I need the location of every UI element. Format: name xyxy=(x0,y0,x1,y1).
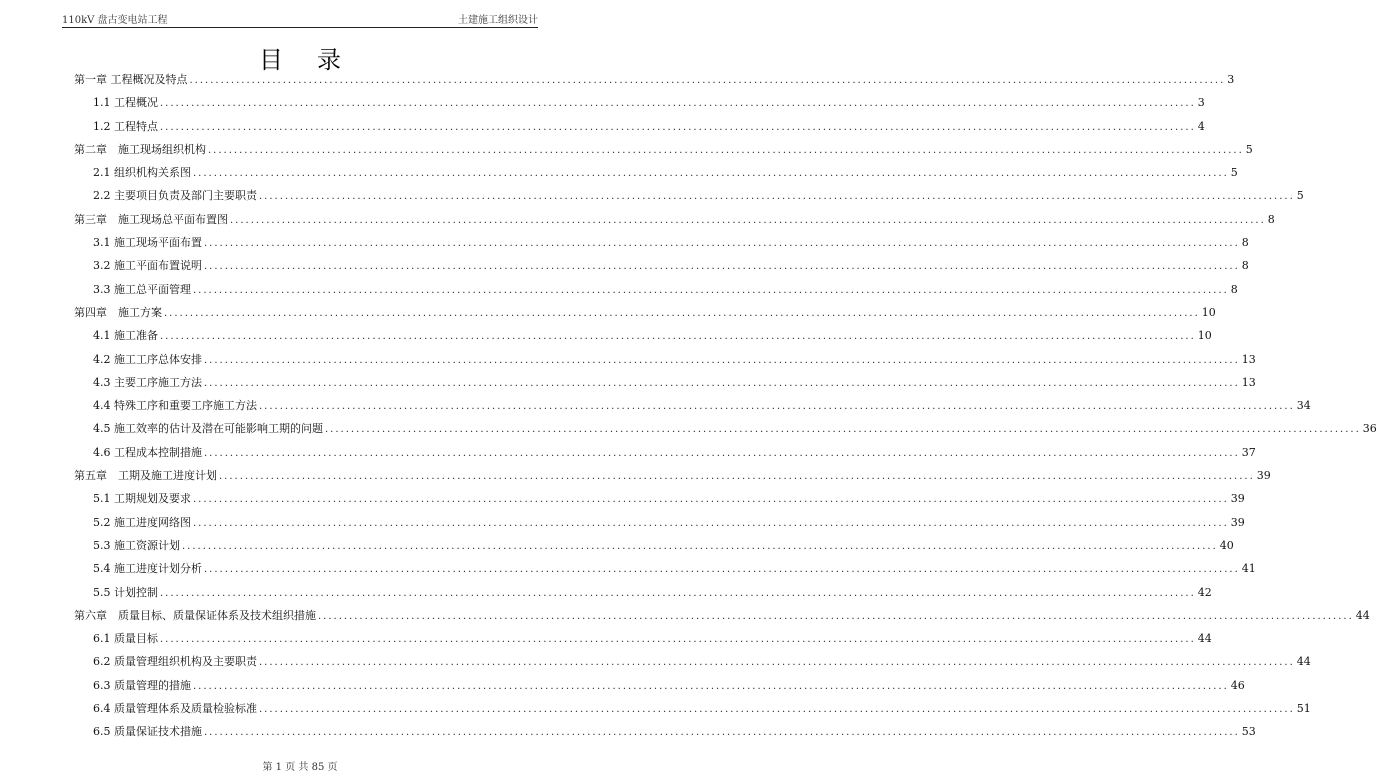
toc-entry-page-number: 34 xyxy=(1296,399,1311,413)
toc-entry-label: 5.2 施工进度网络图 xyxy=(93,515,191,529)
toc-entry-page-number: 40 xyxy=(1219,538,1234,552)
toc-entry-page-number: 44 xyxy=(1197,632,1212,646)
toc-entry-page-number: 5 xyxy=(1296,189,1304,203)
toc-dot-leader: ........................................................................................................................................................................................................ xyxy=(230,214,1266,226)
toc-chapter-entry[interactable] xyxy=(74,208,1275,231)
toc-entry-label: 6.2 质量管理组织机构及主要职责 xyxy=(93,655,257,669)
toc-dot-leader: ........................................................................................................................................................................................................ xyxy=(160,634,1196,646)
header-project-name: 110kV 盘古变电站工程 xyxy=(62,15,168,26)
toc-entry-page-number: 10 xyxy=(1197,329,1212,343)
toc-entry-label: 1.2 工程特点 xyxy=(93,119,158,133)
toc-section-entry[interactable] xyxy=(74,278,1238,301)
toc-entry-page-number: 13 xyxy=(1241,375,1256,389)
toc-entry-page-number: 8 xyxy=(1267,212,1275,226)
toc-dot-leader: ........................................................................................................................................................................................................ xyxy=(160,121,1196,133)
toc-entry-label: 第四章 施工方案 xyxy=(74,305,162,319)
toc-entry-label: 5.5 计划控制 xyxy=(93,585,158,599)
toc-entry-page-number: 13 xyxy=(1241,352,1256,366)
header-document-type: 土建施工组织设计 xyxy=(458,15,538,26)
toc-dot-leader: ........................................................................................................................................................................................................ xyxy=(193,284,1229,296)
toc-chapter-entry[interactable] xyxy=(74,301,1216,324)
toc-section-entry[interactable] xyxy=(74,511,1245,534)
toc-section-entry[interactable] xyxy=(74,254,1249,277)
toc-entry-page-number: 44 xyxy=(1355,608,1370,622)
toc-entry-label: 4.4 特殊工序和重要工序施工方法 xyxy=(93,399,257,413)
toc-section-entry[interactable] xyxy=(74,371,1256,394)
toc-entry-label: 2.2 主要项目负责及部门主要职责 xyxy=(93,189,257,203)
toc-entry-label: 2.1 组织机构关系图 xyxy=(93,166,191,180)
toc-section-entry[interactable] xyxy=(74,674,1245,697)
toc-chapter-entry[interactable] xyxy=(74,138,1253,161)
toc-entry-page-number: 5 xyxy=(1230,166,1238,180)
toc-entry-label: 4.1 施工准备 xyxy=(93,329,158,343)
toc-section-entry[interactable] xyxy=(74,184,1304,207)
toc-section-entry[interactable] xyxy=(74,581,1212,604)
toc-dot-leader: ........................................................................................................................................................................................................ xyxy=(182,540,1218,552)
toc-section-entry[interactable] xyxy=(74,417,1377,440)
toc-dot-leader: ........................................................................................................................................................................................................ xyxy=(164,307,1200,319)
page-title: 目录 xyxy=(259,46,375,74)
toc-dot-leader: ........................................................................................................................................................................................................ xyxy=(259,191,1295,203)
toc-dot-leader: ........................................................................................................................................................................................................ xyxy=(193,680,1229,692)
toc-entry-page-number: 42 xyxy=(1197,585,1212,599)
toc-entry-page-number: 39 xyxy=(1230,492,1245,506)
toc-entry-page-number: 51 xyxy=(1296,702,1311,716)
toc-dot-leader: ........................................................................................................................................................................................................ xyxy=(318,610,1354,622)
toc-dot-leader: ........................................................................................................................................................................................................ xyxy=(204,727,1240,739)
toc-entry-label: 4.2 施工工序总体安排 xyxy=(93,352,202,366)
toc-entry-label: 第三章 施工现场总平面布置图 xyxy=(74,212,228,226)
toc-chapter-entry[interactable] xyxy=(74,604,1370,627)
page-header xyxy=(62,6,538,28)
toc-entry-page-number: 8 xyxy=(1241,259,1249,273)
toc-entry-label: 5.1 工期规划及要求 xyxy=(93,492,191,506)
toc-section-entry[interactable] xyxy=(74,324,1212,347)
toc-entry-label: 1.1 工程概况 xyxy=(93,96,158,110)
toc-section-entry[interactable] xyxy=(74,650,1311,673)
toc-entry-page-number: 8 xyxy=(1241,236,1249,250)
toc-dot-leader: ........................................................................................................................................................................................................ xyxy=(204,377,1240,389)
toc-entry-label: 3.2 施工平面布置说明 xyxy=(93,259,202,273)
toc-section-entry[interactable] xyxy=(74,627,1212,650)
toc-entry-label: 4.3 主要工序施工方法 xyxy=(93,375,202,389)
toc-entry-label: 6.4 质量管理体系及质量检验标准 xyxy=(93,702,257,716)
toc-dot-leader: ........................................................................................................................................................................................................ xyxy=(160,98,1196,110)
toc-entry-page-number: 10 xyxy=(1201,305,1216,319)
toc-entry-label: 3.1 施工现场平面布置 xyxy=(93,236,202,250)
toc-entry-label: 第五章 工期及施工进度计划 xyxy=(74,469,217,483)
toc-dot-leader: ........................................................................................................................................................................................................ xyxy=(193,494,1229,506)
page-footer: 第 1 页 共 85 页 xyxy=(262,762,338,773)
toc-section-entry[interactable] xyxy=(74,534,1234,557)
toc-section-entry[interactable] xyxy=(74,720,1256,743)
toc-entry-label: 5.3 施工资源计划 xyxy=(93,538,180,552)
toc-entry-label: 第六章 质量目标、质量保证体系及技术组织措施 xyxy=(74,608,316,622)
toc-entry-label: 4.6 工程成本控制措施 xyxy=(93,445,202,459)
toc-entry-page-number: 53 xyxy=(1241,725,1256,739)
toc-section-entry[interactable] xyxy=(74,394,1311,417)
toc-chapter-entry[interactable] xyxy=(74,464,1271,487)
toc-entry-page-number: 3 xyxy=(1197,96,1205,110)
toc-dot-leader: ........................................................................................................................................................................................................ xyxy=(219,471,1255,483)
toc-dot-leader: ........................................................................................................................................................................................................ xyxy=(259,401,1295,413)
toc-entry-label: 6.5 质量保证技术措施 xyxy=(93,725,202,739)
toc-entry-label: 6.1 质量目标 xyxy=(93,632,158,646)
toc-chapter-entry[interactable] xyxy=(74,68,1235,91)
toc-dot-leader: ........................................................................................................................................................................................................ xyxy=(160,587,1196,599)
table-of-contents xyxy=(74,68,1377,744)
toc-section-entry[interactable] xyxy=(74,557,1256,580)
toc-entry-page-number: 44 xyxy=(1296,655,1311,669)
toc-dot-leader: ........................................................................................................................................................................................................ xyxy=(204,238,1240,250)
toc-dot-leader: ........................................................................................................................................................................................................ xyxy=(193,168,1229,180)
toc-section-entry[interactable] xyxy=(74,115,1205,138)
toc-dot-leader: ........................................................................................................................................................................................................ xyxy=(204,564,1240,576)
toc-dot-leader: ........................................................................................................................................................................................................ xyxy=(204,447,1240,459)
toc-entry-label: 4.5 施工效率的估计及潜在可能影响工期的问题 xyxy=(93,422,323,436)
toc-section-entry[interactable] xyxy=(74,91,1205,114)
toc-section-entry[interactable] xyxy=(74,161,1238,184)
toc-entry-page-number: 41 xyxy=(1241,562,1256,576)
toc-section-entry[interactable] xyxy=(74,231,1249,254)
toc-entry-label: 6.3 质量管理的措施 xyxy=(93,678,191,692)
toc-entry-page-number: 5 xyxy=(1245,142,1253,156)
toc-entry-page-number: 4 xyxy=(1197,119,1205,133)
toc-dot-leader: ........................................................................................................................................................................................................ xyxy=(160,331,1196,343)
toc-dot-leader: ........................................................................................................................................................................................................ xyxy=(259,704,1295,716)
toc-dot-leader: ........................................................................................................................................................................................................ xyxy=(259,657,1295,669)
toc-section-entry[interactable] xyxy=(74,697,1311,720)
toc-section-entry[interactable] xyxy=(74,441,1256,464)
toc-entry-page-number: 39 xyxy=(1256,469,1271,483)
toc-entry-label: 第二章 施工现场组织机构 xyxy=(74,142,206,156)
toc-entry-label: 第一章 工程概况及特点 xyxy=(74,73,188,86)
toc-entry-page-number: 3 xyxy=(1227,73,1235,86)
toc-dot-leader: ........................................................................................................................................................................................................ xyxy=(325,424,1361,436)
toc-dot-leader: ........................................................................................................................................................................................................ xyxy=(208,144,1244,156)
toc-section-entry[interactable] xyxy=(74,348,1256,371)
toc-entry-page-number: 8 xyxy=(1230,282,1238,296)
toc-entry-page-number: 46 xyxy=(1230,678,1245,692)
toc-dot-leader: ........................................................................................................................................................................................................ xyxy=(204,261,1240,273)
toc-dot-leader: ........................................................................................................................................................................................................ xyxy=(204,354,1240,366)
toc-dot-leader: ........................................................................................................................................................................................................ xyxy=(193,517,1229,529)
toc-section-entry[interactable] xyxy=(74,487,1245,510)
toc-entry-label: 5.4 施工进度计划分析 xyxy=(93,562,202,576)
toc-entry-label: 3.3 施工总平面管理 xyxy=(93,282,191,296)
toc-entry-page-number: 39 xyxy=(1230,515,1245,529)
toc-dot-leader: ........................................................................................................................................................................................................ xyxy=(189,75,1226,86)
toc-entry-page-number: 37 xyxy=(1241,445,1256,459)
toc-entry-page-number: 36 xyxy=(1362,422,1377,436)
